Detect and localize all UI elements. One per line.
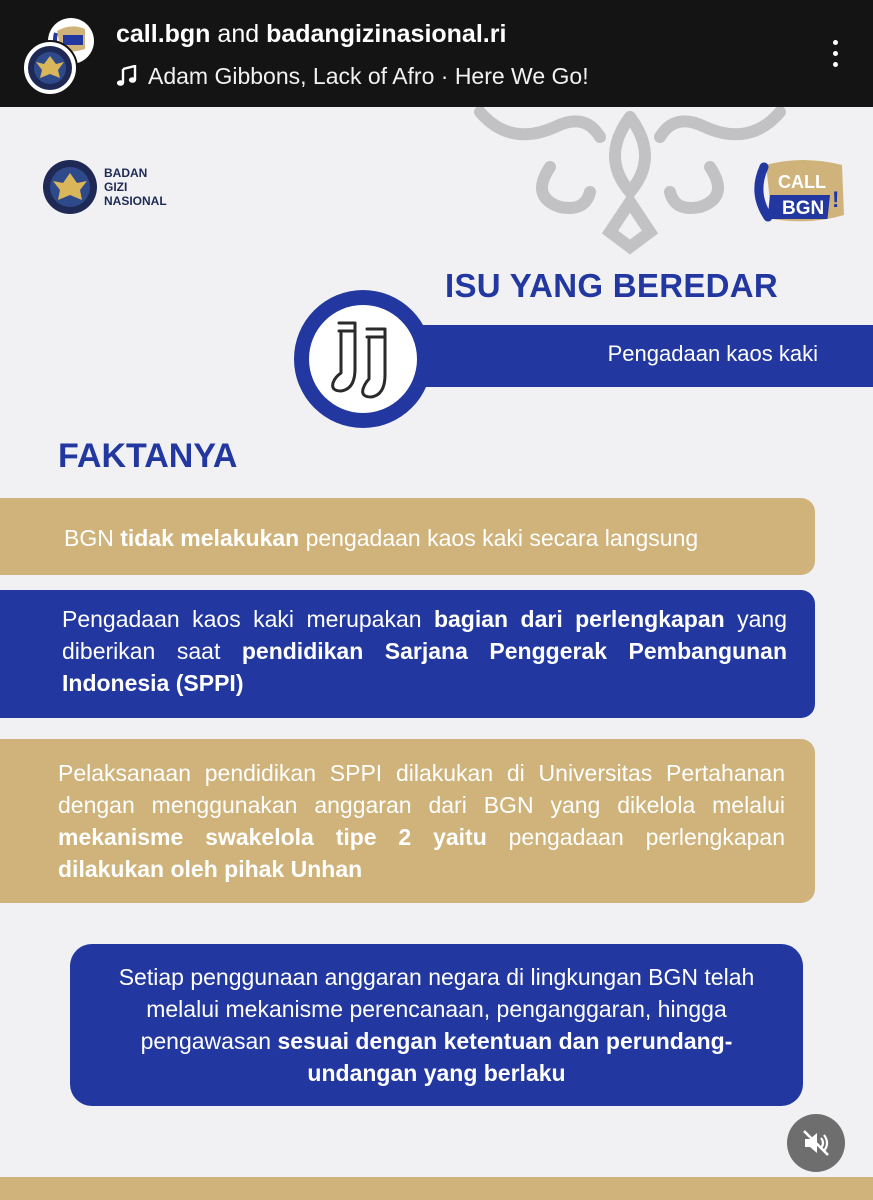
post-image bbox=[0, 107, 873, 1200]
call-bgn-logo bbox=[752, 157, 850, 233]
bgn-logo bbox=[42, 159, 167, 215]
card3-text-1: Pelaksanaan pendidikan SPPI dilakukan di Universitas Pertahanan dengan menggunakan anggaran dari BGN yang dikelola melalui bbox=[58, 760, 785, 818]
isu-banner bbox=[360, 325, 873, 387]
account-badan-gizi[interactable]: badangizinasional.ri bbox=[266, 20, 507, 48]
card3-bold-2: dilakukan oleh pihak Unhan bbox=[58, 856, 363, 882]
account-joiner: and bbox=[210, 20, 267, 48]
call-bgn-phone-icon bbox=[752, 157, 850, 233]
kebab-menu-icon[interactable] bbox=[833, 40, 841, 67]
speaker-muted-icon bbox=[801, 1128, 831, 1158]
logo-line-3: NASIONAL bbox=[104, 194, 167, 208]
card2-bold-1: bagian dari perlengkapan bbox=[433, 606, 725, 632]
fakta-card-2 bbox=[0, 590, 815, 718]
card1-text-1: BGN bbox=[64, 525, 121, 551]
mute-button[interactable] bbox=[787, 1114, 845, 1172]
card2-bold-2: pendidikan Sarjana Penggerak Pembangunan Indonesia (SPPI) bbox=[62, 638, 787, 696]
post-header bbox=[0, 0, 873, 107]
bgn-emblem-icon bbox=[26, 44, 74, 92]
bgn-emblem-icon bbox=[42, 159, 98, 215]
bgn-logo-text bbox=[104, 166, 167, 208]
account-call-bgn[interactable]: call.bgn bbox=[116, 20, 211, 48]
socks-badge bbox=[294, 290, 432, 428]
socks-icon bbox=[327, 319, 399, 399]
card4-bold-1: sesuai dengan ketentuan dan perundang-undangan yang berlaku bbox=[277, 1028, 733, 1086]
music-note-icon bbox=[116, 65, 138, 87]
fakta-card-4 bbox=[70, 944, 803, 1106]
collab-avatars[interactable] bbox=[22, 18, 100, 96]
card1-text-2: pengadaan kaos kaki secara langsung bbox=[299, 525, 699, 551]
card3-text-2: pengadaan perlengkapan bbox=[486, 824, 785, 850]
logo-line-2: GIZI bbox=[104, 180, 128, 194]
card2-text-1: Pengadaan kaos kaki merupakan bbox=[62, 606, 434, 632]
call-bgn-word-2: BGN bbox=[782, 198, 825, 219]
card1-bold-1: tidak melakukan bbox=[120, 525, 300, 551]
music-title: Adam Gibbons, Lack of Afro · Here We Go! bbox=[148, 63, 589, 89]
ornament-decoration-icon bbox=[460, 107, 800, 257]
fakta-title: FAKTANYA bbox=[58, 437, 238, 475]
card4-text-1: Setiap penggunaan anggaran negara di lingkungan BGN telah melalui mekanisme perencanaan, penganggaran, hingga pengawasan bbox=[118, 964, 755, 1054]
logo-line-1: BADAN bbox=[104, 166, 148, 180]
fakta-card-3 bbox=[0, 739, 815, 903]
fakta-card-1 bbox=[0, 498, 815, 575]
isu-subtitle: Pengadaan kaos kaki bbox=[607, 341, 818, 366]
bottom-gold-strip bbox=[0, 1177, 873, 1200]
call-bgn-exclaim: ! bbox=[832, 187, 840, 212]
music-line[interactable] bbox=[116, 63, 589, 90]
card3-bold-1: mekanisme swakelola tipe 2 yaitu bbox=[58, 824, 487, 850]
avatar-badan-gizi[interactable] bbox=[22, 40, 78, 96]
call-bgn-word-1: CALL bbox=[778, 172, 826, 192]
account-names bbox=[116, 20, 506, 49]
card2-text-2: yang diberikan saat bbox=[62, 606, 787, 664]
isu-title: ISU YANG BEREDAR bbox=[445, 267, 779, 304]
